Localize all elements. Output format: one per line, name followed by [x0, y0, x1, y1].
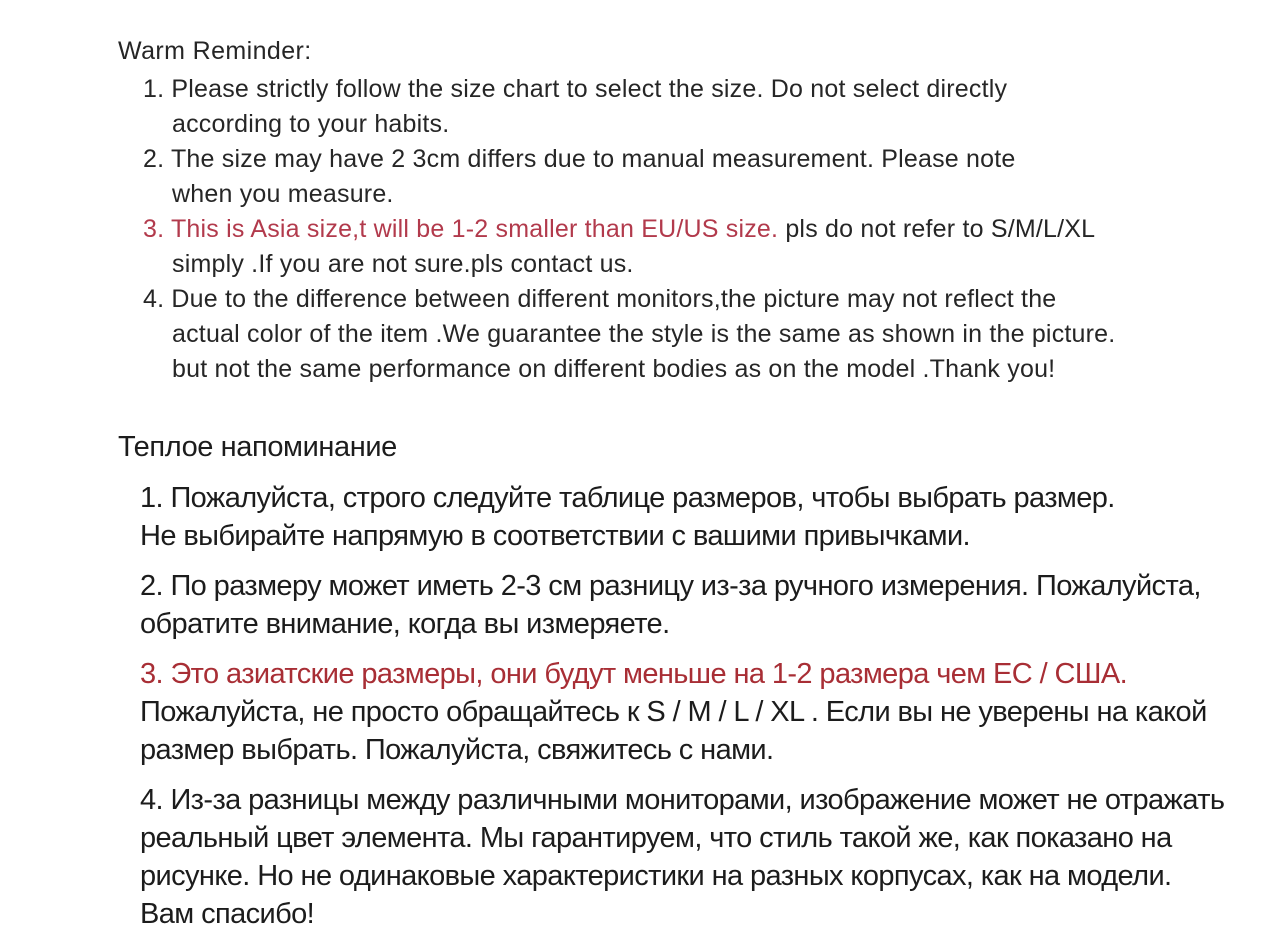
russian-text-line	[140, 655, 1280, 693]
russian-text-line	[140, 605, 1280, 643]
english-text-line	[143, 212, 1280, 247]
text-segment: but not the same performance on different bodies as on the model .Thank you!	[172, 355, 1056, 383]
russian-text-line	[140, 479, 1280, 517]
text-segment: Не выбирайте напрямую в соответствии с вашими привычками.	[140, 520, 971, 552]
red-emphasis-text: 3. This is Asia size,t will be 1-2 smaller than EU/US size.	[143, 215, 779, 243]
text-segment: 1. Пожалуйста, строго следуйте таблице размеров, чтобы выбрать размер.	[140, 482, 1115, 514]
english-reminder-item	[143, 282, 1280, 387]
english-text-line	[143, 72, 1280, 107]
russian-text-line	[140, 567, 1280, 605]
english-text-line	[143, 282, 1280, 317]
text-segment: simply .If you are not sure.pls contact us.	[172, 250, 634, 278]
text-segment: обратите внимание, когда вы измеряете.	[140, 608, 670, 640]
russian-reminder-title: Теплое напоминание	[118, 431, 397, 463]
text-segment: Вам спасибо!	[140, 898, 315, 930]
english-text-line	[143, 317, 1280, 352]
russian-reminder-item	[140, 479, 1280, 555]
english-reminder-item	[143, 212, 1280, 282]
russian-text-line	[140, 731, 1280, 769]
english-text-line	[143, 142, 1280, 177]
text-segment: 4. Due to the difference between different monitors,the picture may not reflect the	[143, 285, 1057, 313]
english-text-line	[143, 177, 1280, 212]
english-text-line	[143, 352, 1280, 387]
russian-text-line	[140, 781, 1280, 819]
english-reminder-list	[143, 72, 1280, 387]
russian-text-line	[140, 895, 1280, 933]
russian-text-line	[140, 857, 1280, 895]
text-segment: рисунке. Но не одинаковые характеристики на разных корпусах, как на модели.	[140, 860, 1172, 892]
text-segment: Пожалуйста, не просто обращайтесь к S / M / L / XL . Если вы не уверены на какой	[140, 696, 1207, 728]
russian-text-line	[140, 693, 1280, 731]
russian-reminder-item	[140, 781, 1280, 933]
text-segment: размер выбрать. Пожалуйста, свяжитесь с нами.	[140, 734, 774, 766]
english-text-line	[143, 107, 1280, 142]
red-emphasis-text: 3. Это азиатские размеры, они будут меньше на 1-2 размера чем ЕС / США.	[140, 658, 1128, 690]
russian-reminder-item	[140, 655, 1280, 769]
russian-text-line	[140, 517, 1280, 555]
text-segment: according to your habits.	[172, 110, 450, 138]
english-reminder-title: Warm Reminder:	[118, 37, 312, 65]
russian-reminder-item	[140, 567, 1280, 643]
russian-reminder-list	[140, 479, 1280, 933]
text-segment: 4. Из-за разницы между различными мониторами, изображение может не отражать	[140, 784, 1225, 816]
text-segment: 1. Please strictly follow the size chart to select the size. Do not select directly	[143, 75, 1008, 103]
text-segment: when you measure.	[172, 180, 394, 208]
text-segment: реальный цвет элемента. Мы гарантируем, что стиль такой же, как показано на	[140, 822, 1172, 854]
russian-text-line	[140, 819, 1280, 857]
text-segment: actual color of the item .We guarantee the style is the same as shown in the picture.	[172, 320, 1116, 348]
text-segment: 2. The size may have 2 3cm differs due to manual measurement. Please note	[143, 145, 1016, 173]
english-reminder-item	[143, 72, 1280, 142]
text-segment: pls do not refer to S/M/L/XL	[778, 215, 1096, 243]
english-text-line	[143, 247, 1280, 282]
text-segment: 2. По размеру может иметь 2-3 см разницу из-за ручного измерения. Пожалуйста,	[140, 570, 1201, 602]
english-reminder-item	[143, 142, 1280, 212]
